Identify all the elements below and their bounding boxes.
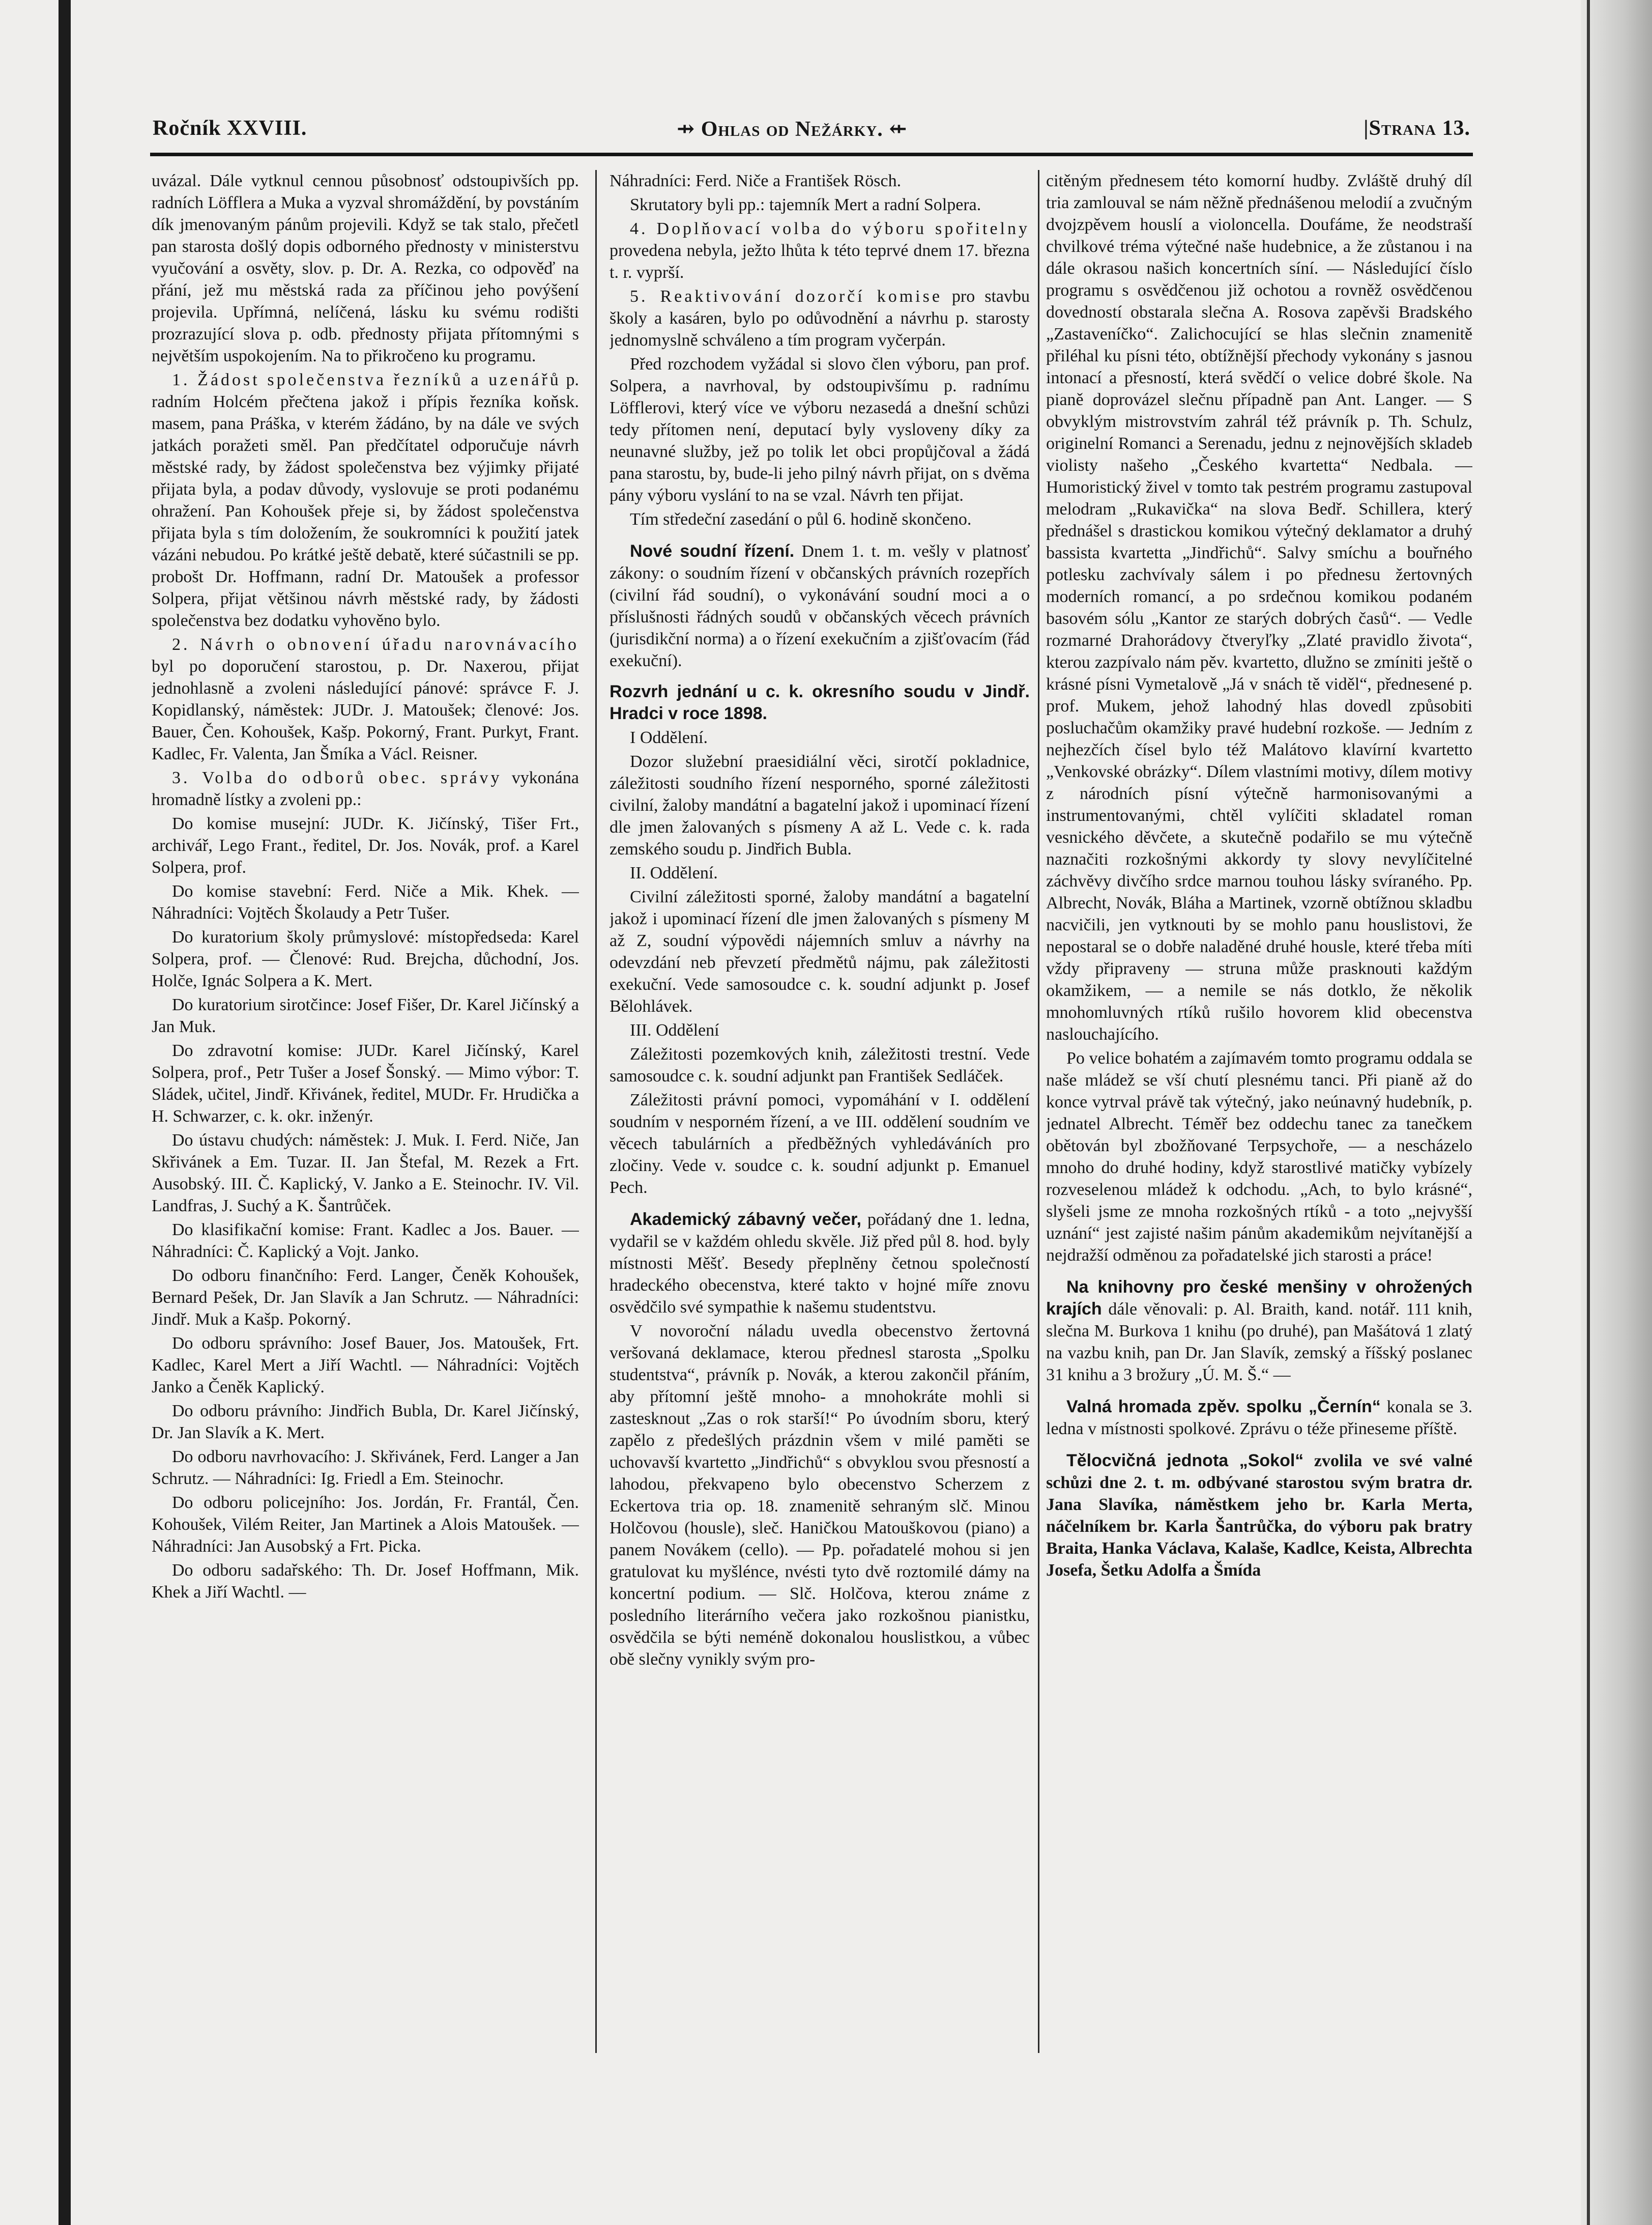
item-heading: 2. Návrh o obnovení úřadu narovnávacího [172, 635, 579, 654]
column-divider-1 [595, 170, 597, 2053]
news-heading-schedule: Rozvrh jednání u c. k. okresního soudu v Jindř. Hradci v roce 1898. [610, 682, 1030, 723]
item-text: provedena nebyla, ježto lhůta k této teprvé dnem 17. března t. r. vyprší. [610, 241, 1030, 282]
article-text: Do odboru finančního: Ferd. Langer, Čeněk Kohoušek, Bernard Pešek, Dr. Jan Slavík a Jan Schrutz. — Náhradníci: Jindř. Muk a Kašp. Pokorný. [152, 1266, 579, 1329]
item-text: p. radním Holcém přečtena jakož i přípis řezníka koňsk. masem, pana Práška, v kterém žádáno, by na dále ve svých jatkách poražeti směl. Pan předčítatel odporučuje návrh městské rady, by žádost společenstva bez výjimky přijaté přijata byla, a podav důvody, vyslovuje se proti podanému ohražení. Pan Kohoušek přeje si, by žádost společenstva přijata byla s tím doložením, že soukromníci k použití jatek vázáni nebudou. Po krátké ještě debatě, které súčastnili se pp. probošt Dr. Hoffmann, radní Dr. Matoušek a professor Solpera, přijat většinou návrh městské rady, by žádosti společenstva bez dodatku vyhověno bylo. [152, 370, 579, 630]
news-item-choir [1046, 1396, 1472, 1440]
item-text: byl po doporučení starostou, p. Dr. Naxerou, přijat jednohlasně a zvoleni následující pánové: správce F. J. Kopidlanský, náměstek: JUDr. J. Matoušek; členové: Jos. Bauer, Čen. Kohoušek, Kašp. Pokorný, Frant. Purkyt, Frant. Kadlec, Fr. Valenta, Jan Šmíka a Václ. Reisner. [152, 657, 579, 763]
news-item-sokol [1046, 1450, 1472, 1581]
news-heading: Tělocvičná jednota „Sokol“ [1066, 1451, 1304, 1470]
news-text: zvolila ve své valné schůzi dne 2. t. m. odbývané starostou svým bratra dr. Jana Slavíka, náměstkem jeho br. Karla Merta, náčelníkem br. Karla Šantrůčka, do výboru pak bratry Braita, Hanka Václava, Kalaše, Kadlce, Keista, Albrechta Josefa, Šetku Adolfa a Šmída [1046, 1451, 1472, 1580]
item-text: vykonána hromadně lístky a zvoleni pp.: [152, 768, 579, 809]
article-text: Do komise musejní: JUDr. K. Jičínský, Tišer Frt., archivář, Lego Frant., ředitel, Dr. Jos. Novák, prof. a Karel Solpera, prof. [152, 814, 579, 877]
department-label: II. Oddělení. [630, 864, 718, 882]
scan-left-edge [59, 0, 71, 2225]
article-text: Do komise stavební: Ferd. Niče a Mik. Khek. — Náhradníci: Vojtěch Školaudy a Petr Tušer. [152, 882, 579, 923]
article-paragraph [152, 634, 579, 765]
article-paragraph [152, 767, 579, 811]
scan-right-edge [1581, 0, 1652, 2225]
article-text: Po velice bohatém a zajímavém tomto programu oddala se naše mládež se vší chutí plesnému tanci. Při pianě až do konce vytrval právě tak výtečný, jako neúnavný hudebník, p. jednatel Albrecht. Téměř bez oddechu tanec za tanečkem obětován byl zbožňované Terpsychoře, — a nescházelo mnoho do druhé hodiny, když starostlivé matičky vybízely rozveselenou mládež k odchodu. „Ach, to bylo krásné“, slyšeli jsme ze mnoha rozkošných rtíků - a toto „nejvyšší uznání“ jest zajisté našim pánům akademikům nejvítanější a nejdražší odměnou za pořadatelské jich starosti a práce! [1046, 1049, 1472, 1265]
article-text: Do odboru sadařského: Th. Dr. Josef Hoffmann, Mik. Khek a Jiří Wachtl. — [152, 1561, 579, 1602]
article-text: Před rozchodem vyžádal si slovo člen výboru, pan prof. Solpera, a navrhoval, by odstoupivšímu p. radnímu Löfflerovi, který více ve výboru nezasedá a dnešní schůzi tedy přítomen není, deputací byly vysloveny díky za neunavné služby, jež po tolik let obci propůjčoval a žádá pana starostu, by, bude-li jeho pilný návrh přijat, on s dvěma pány výboru vyslání to na se vzal. Návrh ten přijat. [610, 355, 1030, 505]
item-heading: 4. Doplňovací volba do výboru spořitelny [630, 219, 1030, 238]
item-heading: 5. Reaktivování dozorčí komise [630, 287, 942, 306]
article-text: Do odboru policejního: Jos. Jordán, Fr. Frantál, Čen. Kohoušek, Vilém Reiter, Jan Martinek a Alois Matoušek. — Náhradníci: Jan Ausobský a Frt. Picka. [152, 1493, 579, 1556]
article-text: Do odboru právního: Jindřich Bubla, Dr. Karel Jičínský, Dr. Jan Slavík a K. Mert. [152, 1402, 579, 1442]
masthead-title: ⇸ Ohlas od Nežárky. ⇷ [677, 118, 908, 141]
column-1 [152, 170, 579, 2084]
item-text: pro stavbu školy a kasáren, bylo po odůvodnění a návrhu p. starosty jednomyslně schváleno a tím program vyčerpán. [610, 287, 1030, 350]
article-paragraph [152, 369, 579, 632]
volume-label: Ročník XXVIII. [153, 117, 307, 140]
article-text: Dozor služební praesidiální věci, sirotčí pokladnice, záležitosti soudního řízení nesporného, sporné záležitosti civilní, žaloby mandátní a bagatelní jakož i upominací řízení dle jmen žalovaných s písmeny A až L. Vede c. k. rada zemského soudu p. Jindřich Bubla. [610, 752, 1030, 859]
article-text: Do kuratorium sirotčince: Josef Fišer, Dr. Karel Jičínský a Jan Muk. [152, 995, 579, 1036]
news-text: pořádaný dne 1. ledna, vydařil se v každém ohledu skvěle. Již před půl 8. hod. byly místnosti Měšť. Besedy přeplněny četnou společností hradeckého obecenstva, které takto v hojné míře znovu osvědčilo své sympathie k našemu studentstvu. [610, 1210, 1030, 1317]
article-paragraph [610, 286, 1030, 351]
article-paragraph [610, 218, 1030, 283]
article-text: uvázal. Dále vytknul cennou působnosť odstoupivších pp. radních Löfflera a Muka a vyzval shromáždění, by povstáním dík jmenovaným pánům projevili. Když se tak stalo, přečetl pan starosta došlý dopis odborného přednosty v ministerstvu vyučování a osvěty, slov. p. Dr. A. Rezka, co odpověď na přání, jež mu městská rada za příčinou jeho povýšení projevila. Upřímná, nelíčená, lásku ku svému rodišti prozrazující slova p. odb. přednosty přijata přítomnými s největším uspokojením. Na to přikročeno ku programu. [152, 172, 579, 365]
department-label: I Oddělení. [630, 728, 708, 747]
item-heading: 3. Volba do odborů obec. správy [172, 768, 502, 787]
news-heading: Na knihovny pro české menšiny v ohrožených krajích [1046, 1277, 1472, 1319]
column-3 [1046, 170, 1472, 2084]
article-text: Do odboru navrhovacího: J. Skřivánek, Ferd. Langer a Jan Schrutz. — Náhradníci: Ig. Friedl a Em. Steinochr. [152, 1447, 579, 1488]
page-number: |Strana 13. [1364, 117, 1470, 140]
article-text: Záležitosti právní pomoci, vypomáhání v I. oddělení soudním v nesporném řízení, a ve III. oddělení soudním ve věcech tabulárních a předběžných vyhledáváních pro zločiny. Vede v. soudce c. k. soudní adjunkt p. Emanuel Pech. [610, 1091, 1030, 1197]
news-heading: Valná hromada zpěv. spolku „Černín“ [1066, 1397, 1381, 1416]
page-header [153, 116, 1470, 145]
news-heading: Nové soudní řízení. [630, 541, 795, 561]
news-text: Dnem 1. t. m. vešly v platnosť zákony: o soudním řízení v občanských právních rozepřích (civilní řád soudní), o vykonávání soudní moci a o příslušnosti řádných soudů v občanských věcech právních (jurisdikční norma) a o řízení exekučním a zjišťovacím (řád exekuční). [610, 542, 1030, 670]
article-text: Do kuratorium školy průmyslové: místopředseda: Karel Solpera, prof. — Členové: Rud. Brejcha, důchodní, Jos. Holče, Ignác Solpera a K. Mert. [152, 928, 579, 990]
department-label: III. Oddělení [630, 1021, 719, 1040]
article-text: V novoroční náladu uvedla obecenstvo žertovná veršovaná deklamace, kterou přednesl starosta „Spolku studentstva“, právník p. Novák, a kterou zakončil přáním, aby přítomní ještě mnoho- a mnohokráte mohli si zastesknout „Zas o rok starší!“ Po úvodním sboru, který zapělo z předešlých prázdnin všem v milé paměti se uchovavší kvartetto „Jindřichů“ s obvyklou svou přesností a lahodou, překvapeno bylo obecenstvo Scherzem z Eckertova tria op. 18. znamenitě sehraným slč. Minou Holčovou (housle), sleč. Haničkou Matouškovou (piano) a panem Novákem (cello). — Pp. pořadatelé mohou si jen gratulovat ku myšlénce, nvésti tyto dvě roztomilé dámy na koncertní podium. — Slč. Holčova, kterou známe z posledního literárního večera jako rozkošnou pianistku, osvědčila se býti neméně dokonalou houslistkou, a vůbec obě slečny vynikly svým pro- [610, 1322, 1030, 1669]
news-text: dále věnovali: p. Al. Braith, kand. notář. 111 knih, slečna M. Burkova 1 knihu (po druhé), pan Mašátová 1 zlatý na vazbu knih, pan Dr. Jan Slavík, zemský a říšský poslanec 31 knihu a 3 brožury „Ú. M. Š.“ — [1046, 1300, 1472, 1384]
article-text: citěným přednesem této komorní hudby. Zvláště druhý díl tria zamlouval se nám něžně přednášenou melodií a zvučným dvojzpěvem houslí a violoncella. Doufáme, že neodstraší chvilkové tréma výtečné naše hudebnice, a že zůstanou i na dále okrasou našich koncertních síní. — Následující číslo programu s osvědčenou již ochotou a rovněž osvědčenou dovedností obstarala slečna A. Rosova zapěvši Bradského „Zastaveníčko“. Zalichocující se hlas slečnin znamenitě přiléhal ku písni této, obtížnější přechody vykonány s jasnou intonací a přesností, která svědčí o velice dobré škole. Na pianě doprovázel slečnu případně pan Ant. Langer. — S obvyklým mistrovstvím zahrál též právník p. Th. Schulz, originelní Romanci a Serenadu, jednu z nejnovějších skladeb violisty našeho „Českého kvartetta“ Nedbala. — Humoristický živel v tomto tak pestrém programu zastupoval melodram „Rukavička“ na slova Bedř. Schillera, který přednášel s drastickou komikou výtečný deklamator a druhý bassista kvartetta „Jindřichů“. Salvy smíchu a bouřného potlesku zachvívaly sálem i po přednesu žertovných moderních romancí, a po srdečnou komikou podaném basovém sólu „Kantor ze starých dobrých časů“. — Vedle rozmarné Drahorádovy čtveryľky „Zlaté pravidlo života“, kterou zazpívalo nám pěv. kvartetto, dlužno se zmíniti ještě o krásné písni Vymetalově „Já v snách tě viděl“, přednesené p. prof. Mukem, jehož lahodný hlas dovedl způsobiti posluchačům okamžiky pravé hudební rozkoše. — Jedním z nejhezčích čísel bylo též Malátovo klavírní kvartetto „Venkovské obrázky“. Dílem vlastními motivy, dílem motivy z národních písní výtečně harmonisovanými a instrumentovanými, chtěl vylíčiti skladatel roman vesnického děvčete, a skutečně podařilo se mu výtečně naznačiti rozkošnými akkordy ty slovy nevylíčitelné záchvěvy divčího srdce marnou touhou lásky svíraného. Pp. Albrecht, Novák, Bláha a Martinek, vzorně obtížnou skladbu nacvičili, jen vytknouti by se mohlo panu houslistovi, že nepostaral se o dobře naladěné druhé housle, které třeba míti vždy připraveny — struna může prasknouti každým okamžikem, — a nemile se nás dotklo, že několik mnohomluvných rtíků rušilo hovorem klid obecenstva naslouchajícího. [1046, 172, 1472, 1044]
article-text: Do klasifikační komise: Frant. Kadlec a Jos. Bauer. — Náhradníci: Č. Kaplický a Vojt. Janko. [152, 1220, 579, 1261]
column-divider-2 [1038, 170, 1039, 2053]
article-text: Tím středeční zasedání o půl 6. hodině skončeno. [630, 510, 972, 529]
item-heading: 1. Žádost společenstva řezníků a uzenářů [172, 370, 561, 389]
article-text: Do odboru správního: Josef Bauer, Jos. Matoušek, Frt. Kadlec, Karel Mert a Jiří Wachtl. — Náhradníci: Vojtěch Janko a Čeněk Kaplický. [152, 1334, 579, 1396]
article-text: Náhradníci: Ferd. Niče a František Rösch. [610, 172, 902, 190]
column-2 [610, 170, 1030, 2084]
article-text: Záležitosti pozemkových knih, záležitosti trestní. Vede samosoudce c. k. soudní adjunkt pan František Sedláček. [610, 1045, 1030, 1086]
article-text: Do zdravotní komise: JUDr. Karel Jičínský, Karel Solpera, prof., Petr Tušer a Josef Šonský. — Mimo výbor: T. Sládek, učitel, Jindř. Křivánek, ředitel, MUDr. Fr. Hrudička a H. Schwarzer, c. k. okr. inženýr. [152, 1041, 579, 1126]
header-rule [150, 153, 1473, 156]
article-text: Skrutatory byli pp.: tajemník Mert a radní Solpera. [630, 195, 981, 214]
article-text: Do ústavu chudých: náměstek: J. Muk. I. Ferd. Niče, Jan Skřivánek a Em. Tuzar. II. Jan Štefal, M. Rezek a Frt. Ausobský. III. Č. Kaplický, V. Janko a E. Steinochr. IV. Vil. Landfras, J. Suchý a K. Šantrůček. [152, 1131, 579, 1215]
article-text: Civilní záležitosti sporné, žaloby mandátní a bagatelní jakož i upominací řízení dle jmen žalovaných s písmeny M až Z, soudní výpovědi nájemních smluv a návrhy na odevzdání neb převzetí předmětů nájmu, pak záležitosti exekuční. Vede samosoudce c. k. soudní adjunkt p. Josef Bělohlávek. [610, 888, 1030, 1016]
news-item-evening [610, 1209, 1030, 1318]
news-heading: Akademický zábavný večer, [630, 1210, 861, 1229]
news-item-court [610, 540, 1030, 672]
news-text: konala se 3. ledna v místnosti spolkové. Zprávu o téže přineseme příště. [1046, 1397, 1472, 1438]
news-item-libraries [1046, 1276, 1472, 1386]
